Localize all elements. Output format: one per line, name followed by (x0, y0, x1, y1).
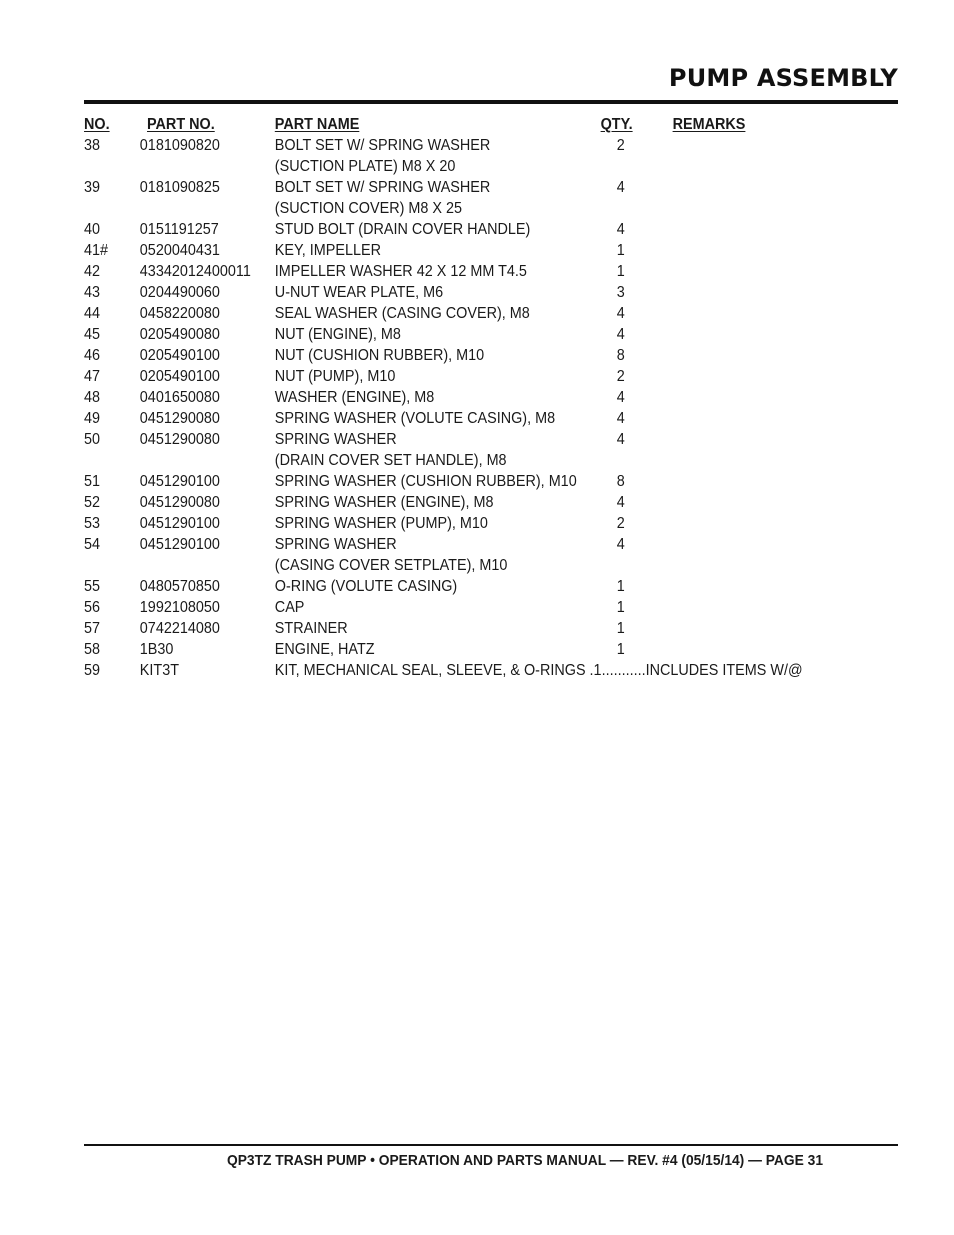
cell-no: 47 (84, 368, 101, 385)
cell-qty: 3 (616, 284, 625, 301)
cell-qty: 2 (616, 137, 625, 154)
cell-part-no: 0204490060 (139, 284, 220, 301)
cell-no: 48 (84, 389, 101, 406)
cell-part-no: 0451290080 (139, 494, 220, 511)
cell-part-no: 0451290100 (139, 473, 220, 490)
table-row (84, 408, 817, 429)
cell-qty: 8 (616, 347, 625, 364)
table-row (84, 261, 817, 282)
cell-part-no: 0451290100 (139, 536, 220, 553)
table-row (84, 303, 817, 324)
cell-part-no: 0205490100 (139, 347, 220, 364)
cell-part-name: NUT (PUMP), M10 (274, 368, 396, 385)
cell-part-name: NUT (ENGINE), M8 (274, 326, 401, 343)
cell-qty: 4 (616, 326, 625, 343)
cell-no: 49 (84, 410, 101, 427)
cell-qty: 4 (616, 305, 625, 322)
cell-part-no: 0520040431 (139, 242, 220, 259)
cell-part-no: 0151191257 (139, 221, 219, 238)
cell-no: 51 (84, 473, 101, 490)
cell-part-no: 0458220080 (139, 305, 220, 322)
cell-part-name: SEAL WASHER (CASING COVER), M8 (274, 305, 530, 322)
cell-part-name: (DRAIN COVER SET HANDLE), M8 (274, 452, 507, 469)
cell-part-name: O-RING (VOLUTE CASING) (274, 578, 458, 595)
footer-divider (84, 1144, 898, 1146)
cell-qty: 4 (616, 536, 625, 553)
table-row (84, 492, 817, 513)
cell-part-name: (CASING COVER SETPLATE), M10 (274, 557, 508, 574)
cell-qty: 4 (616, 221, 625, 238)
cell-no: 40 (84, 221, 101, 238)
cell-part-name: WASHER (ENGINE), M8 (274, 389, 435, 406)
title-divider (84, 100, 898, 104)
table-row (84, 429, 817, 450)
footer-text: QP3TZ TRASH PUMP • OPERATION AND PARTS MANUAL — REV. #4 (05/15/14) — PAGE 31 (227, 1152, 824, 1169)
column-header-part-name: PART NAME (274, 116, 360, 133)
page-title: PUMP ASSEMBLY (668, 64, 898, 92)
cell-part-name: KIT, MECHANICAL SEAL, SLEEVE, & O-RINGS .1...........INCLUDES ITEMS W/@ (274, 662, 803, 679)
cell-no: 46 (84, 347, 101, 364)
cell-qty: 2 (616, 515, 625, 532)
table-row (84, 135, 817, 156)
cell-part-name: (SUCTION COVER) M8 X 25 (274, 200, 463, 217)
table-row (84, 660, 817, 681)
cell-qty: 2 (616, 368, 625, 385)
cell-no: 45 (84, 326, 101, 343)
table-row (84, 618, 817, 639)
table-row (84, 198, 817, 219)
column-header-no: NO. (84, 116, 110, 133)
parts-table (84, 114, 817, 681)
cell-no: 38 (84, 137, 101, 154)
cell-part-no: 0451290100 (139, 515, 220, 532)
cell-part-name: SPRING WASHER (274, 431, 397, 448)
cell-part-no: 0451290080 (139, 431, 220, 448)
column-header-qty: QTY. (600, 116, 633, 133)
cell-part-name: CAP (274, 599, 305, 616)
table-row (84, 177, 817, 198)
cell-no: 57 (84, 620, 101, 637)
cell-no: 53 (84, 515, 101, 532)
cell-part-name: IMPELLER WASHER 42 X 12 MM T4.5 (274, 263, 527, 280)
table-row (84, 387, 817, 408)
cell-part-name: (SUCTION PLATE) M8 X 20 (274, 158, 456, 175)
table-row (84, 156, 817, 177)
column-header-part-no: PART NO. (147, 116, 215, 133)
cell-part-name: SPRING WASHER (VOLUTE CASING), M8 (274, 410, 556, 427)
cell-no: 41# (84, 242, 109, 259)
cell-part-name: ENGINE, HATZ (274, 641, 375, 658)
table-row (84, 219, 817, 240)
table-row (84, 324, 817, 345)
cell-part-no: KIT3T (139, 662, 180, 679)
table-row (84, 345, 817, 366)
cell-qty: 4 (616, 389, 625, 406)
cell-no: 54 (84, 536, 101, 553)
cell-part-no: 0451290080 (139, 410, 220, 427)
cell-part-no: 0401650080 (139, 389, 220, 406)
cell-no: 56 (84, 599, 101, 616)
cell-part-name: SPRING WASHER (PUMP), M10 (274, 515, 488, 532)
cell-no: 42 (84, 263, 101, 280)
cell-no: 52 (84, 494, 101, 511)
cell-no: 59 (84, 662, 101, 679)
cell-part-name: BOLT SET W/ SPRING WASHER (274, 137, 491, 154)
table-row (84, 555, 817, 576)
cell-qty: 4 (616, 179, 625, 196)
table-row (84, 513, 817, 534)
cell-qty: 1 (616, 263, 625, 280)
cell-no: 50 (84, 431, 101, 448)
cell-qty: 1 (616, 242, 625, 259)
cell-part-name: STRAINER (274, 620, 348, 637)
cell-part-name: SPRING WASHER (ENGINE), M8 (274, 494, 494, 511)
cell-part-no: 43342012400011 (139, 263, 251, 280)
cell-part-name: SPRING WASHER (CUSHION RUBBER), M10 (274, 473, 577, 490)
cell-qty: 1 (616, 599, 625, 616)
table-row (84, 639, 817, 660)
table-row (84, 366, 817, 387)
cell-part-no: 1992108050 (139, 599, 220, 616)
cell-part-no: 0742214080 (139, 620, 220, 637)
table-row (84, 534, 817, 555)
table-row (84, 282, 817, 303)
cell-part-name: BOLT SET W/ SPRING WASHER (274, 179, 491, 196)
cell-qty: 4 (616, 494, 625, 511)
cell-qty: 1 (616, 578, 625, 595)
cell-part-name: NUT (CUSHION RUBBER), M10 (274, 347, 485, 364)
cell-qty: 1 (616, 641, 625, 658)
table-row (84, 471, 817, 492)
cell-part-name: U-NUT WEAR PLATE, M6 (274, 284, 444, 301)
cell-no: 58 (84, 641, 101, 658)
table-row (84, 576, 817, 597)
cell-part-name: KEY, IMPELLER (274, 242, 381, 259)
cell-part-no: 0205490100 (139, 368, 220, 385)
cell-no: 55 (84, 578, 101, 595)
cell-part-no: 0181090825 (139, 179, 220, 196)
column-header-remarks: REMARKS (672, 116, 746, 133)
cell-part-name: SPRING WASHER (274, 536, 397, 553)
cell-no: 43 (84, 284, 101, 301)
table-row (84, 240, 817, 261)
cell-no: 39 (84, 179, 101, 196)
cell-qty: 8 (616, 473, 625, 490)
table-row (84, 450, 817, 471)
table-body (84, 135, 817, 681)
cell-part-no: 0181090820 (139, 137, 220, 154)
cell-part-name: STUD BOLT (DRAIN COVER HANDLE) (274, 221, 531, 238)
table-header (84, 114, 817, 135)
cell-no: 44 (84, 305, 101, 322)
cell-part-no: 0205490080 (139, 326, 220, 343)
cell-qty: 4 (616, 431, 625, 448)
table-row (84, 597, 817, 618)
cell-part-no: 0480570850 (139, 578, 220, 595)
cell-part-no: 1B30 (139, 641, 174, 658)
cell-qty: 1 (616, 620, 625, 637)
cell-qty: 4 (616, 410, 625, 427)
page-footer (84, 1152, 898, 1169)
